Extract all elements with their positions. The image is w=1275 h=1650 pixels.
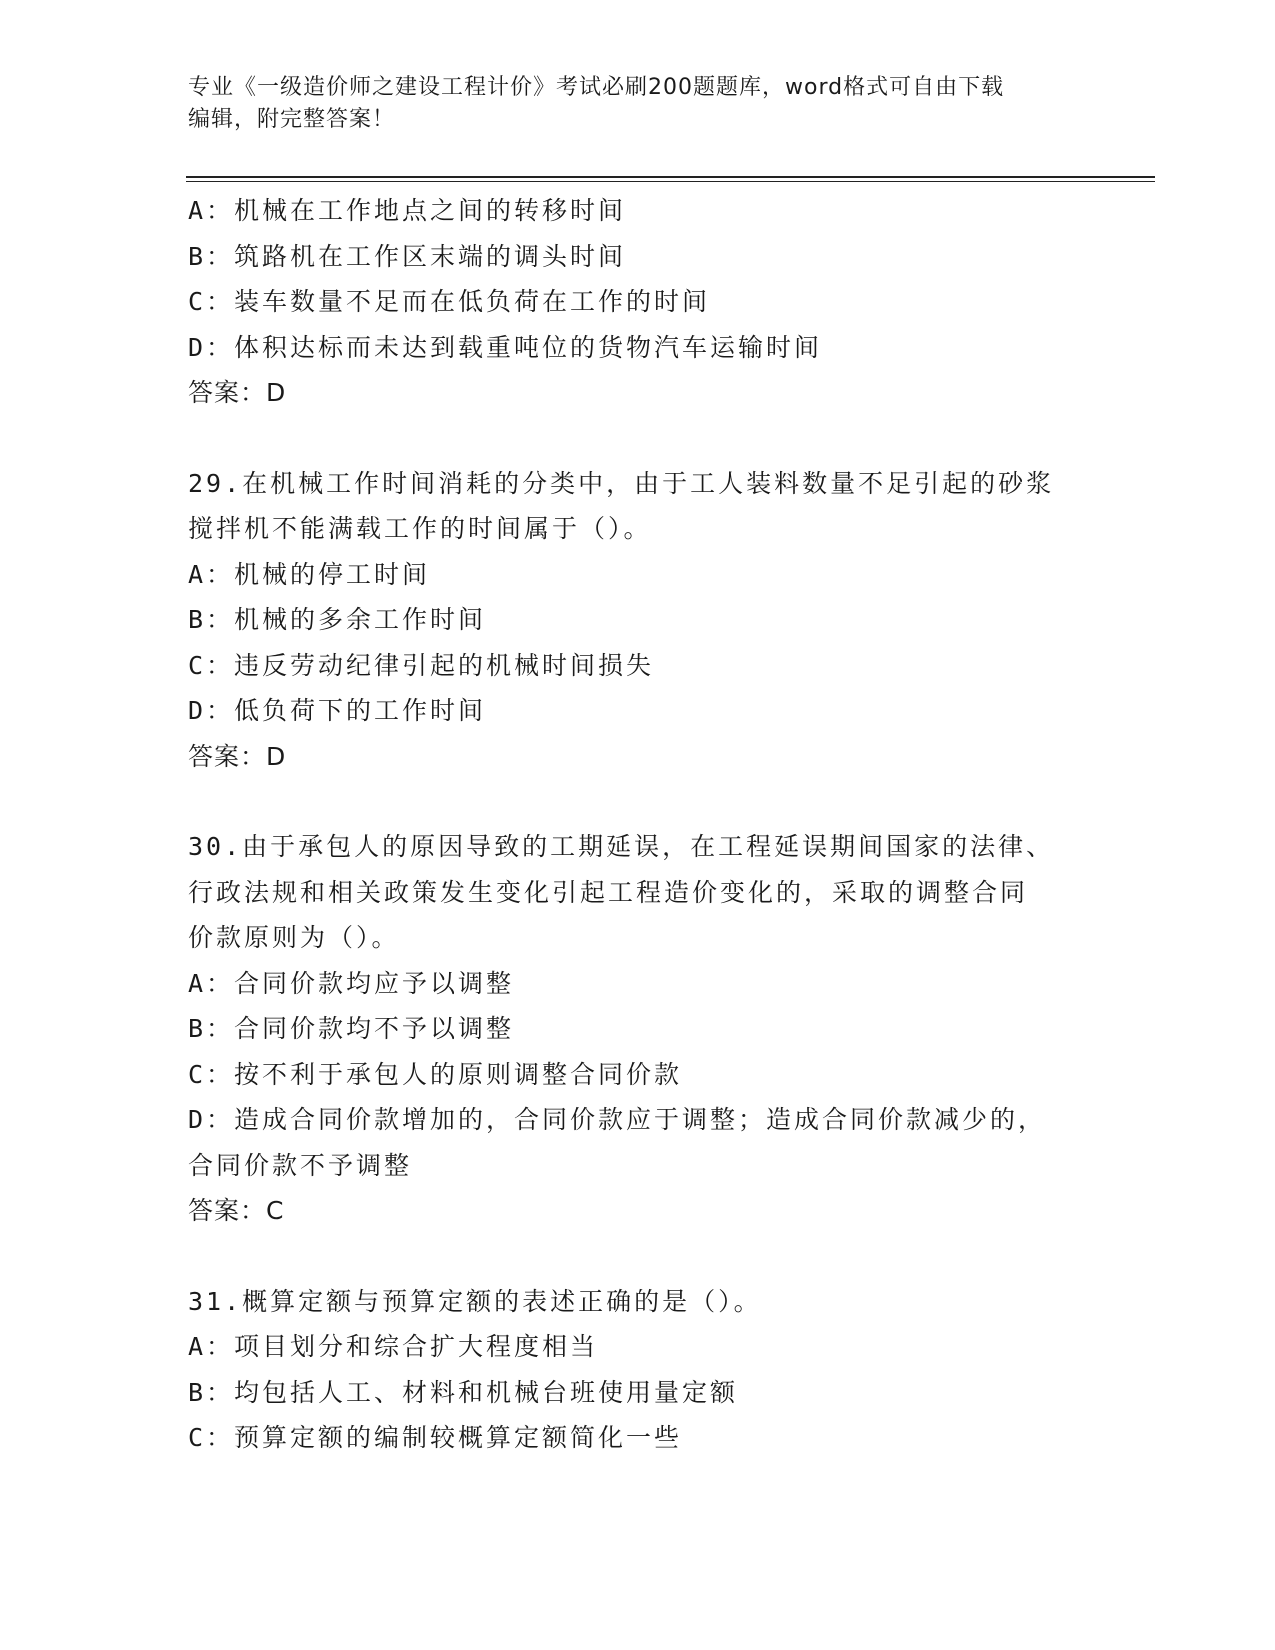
question-list — [188, 188, 1088, 1461]
question-text-line: 搅拌机不能满载工作的时间属于（）。 — [188, 514, 652, 543]
answer-line: 答案：D — [188, 741, 287, 771]
question-block-29 — [188, 461, 1088, 780]
option-c: C：装车数量不足而在低负荷在工作的时间 — [188, 287, 711, 316]
option-a: A：项目划分和综合扩大程度相当 — [188, 1332, 599, 1361]
header-line-2: 编辑，附完整答案！ — [188, 107, 396, 132]
header-line-1: 专业《一级造价师之建设工程计价》考试必刷200题题库，word格式可自由下载 — [188, 75, 1005, 100]
option-a: A：机械的停工时间 — [188, 559, 431, 589]
option-d-continued: 合同价款不予调整 — [188, 1150, 413, 1180]
option-c: C：按不利于承包人的原则调整合同价款 — [188, 1059, 683, 1089]
option-a: A：机械在工作地点之间的转移时间 — [188, 196, 627, 225]
question-block-28 — [188, 188, 1088, 416]
option-b: B：均包括人工、材料和机械台班使用量定额 — [188, 1377, 739, 1407]
question-text-line: 30.由于承包人的原因导致的工期延误，在工程延误期间国家的法律、 — [188, 832, 1055, 861]
question-block-31 — [188, 1279, 1088, 1461]
option-b: B：机械的多余工作时间 — [188, 605, 487, 634]
option-b: B：合同价款均不予以调整 — [188, 1014, 515, 1043]
header-rule-thick — [186, 176, 1155, 178]
header-rule-thin — [186, 181, 1155, 182]
question-text-line: 价款原则为（）。 — [188, 923, 400, 952]
answer-line: 答案：D — [188, 378, 287, 407]
question-spacer — [188, 779, 1088, 824]
option-d: D：低负荷下的工作时间 — [188, 696, 487, 725]
answer-line: 答案：C — [188, 1196, 285, 1225]
option-b: B：筑路机在工作区末端的调头时间 — [188, 241, 627, 271]
document-header — [188, 72, 1068, 136]
option-d: D：体积达标而未达到载重吨位的货物汽车运输时间 — [188, 332, 823, 362]
question-text-line: 29.在机械工作时间消耗的分类中，由于工人装料数量不足引起的砂浆 — [188, 468, 1055, 498]
question-text-line: 31.概算定额与预算定额的表述正确的是（）。 — [188, 1286, 762, 1316]
question-text-line: 行政法规和相关政策发生变化引起工程造价变化的，采取的调整合同 — [188, 877, 1029, 907]
question-spacer — [188, 1234, 1088, 1279]
option-a: A：合同价款均应予以调整 — [188, 968, 515, 998]
option-c: C：预算定额的编制较概算定额简化一些 — [188, 1423, 683, 1452]
option-c: C：违反劳动纪律引起的机械时间损失 — [188, 650, 655, 680]
question-spacer — [188, 416, 1088, 461]
question-block-30 — [188, 824, 1088, 1234]
option-d: D：造成合同价款增加的，合同价款应于调整；造成合同价款减少的， — [188, 1105, 1047, 1134]
